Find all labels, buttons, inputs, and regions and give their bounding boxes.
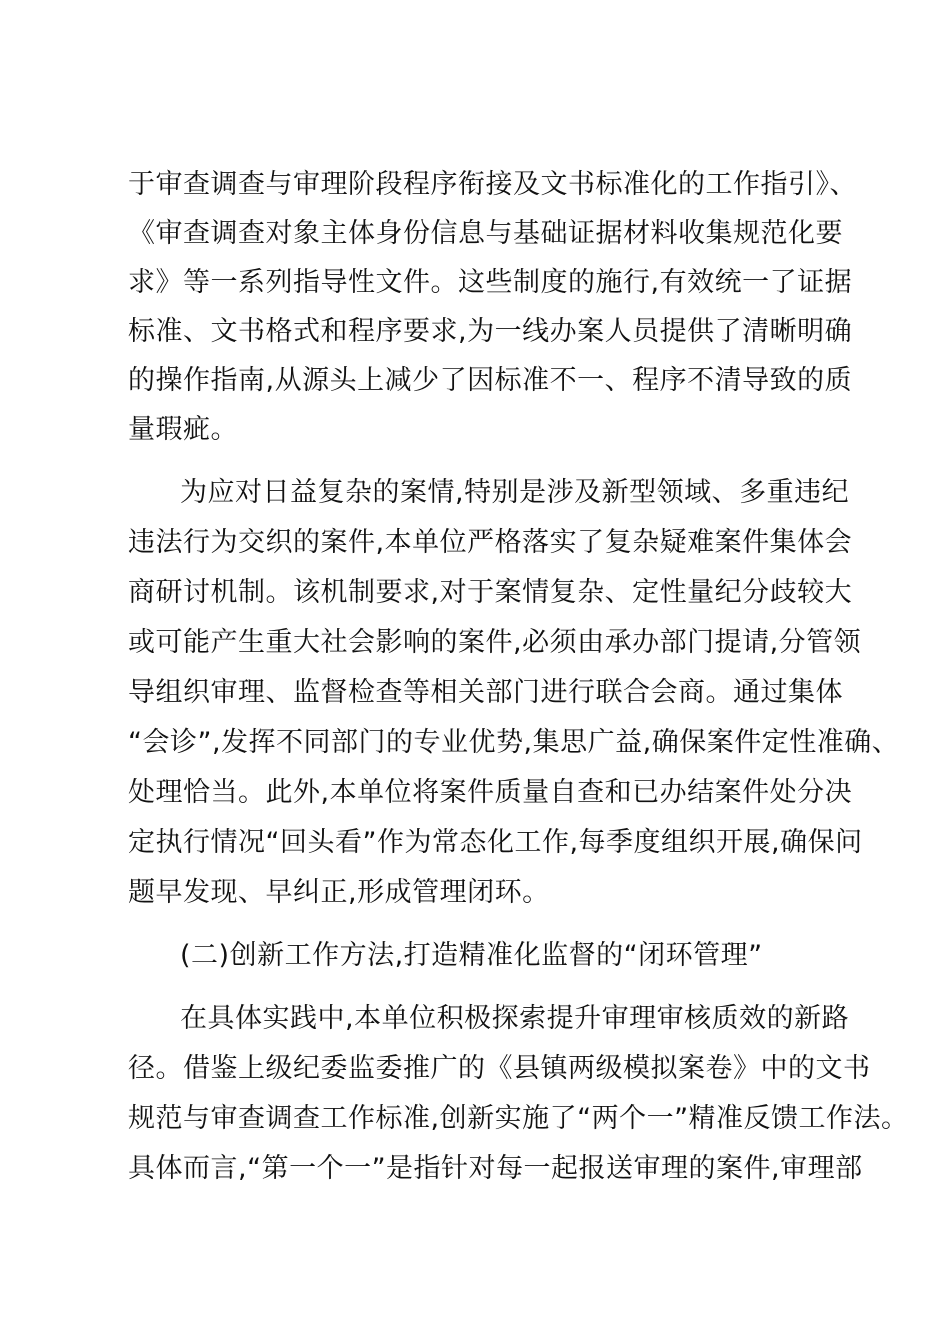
text-line: 或可能产生重大社会影响的案件,必须由承办部门提请,分管领 [128,627,862,658]
text-line: 导组织审理、监督检查等相关部门进行联合会商。通过集体 [128,677,843,708]
text-line: 商研讨机制。该机制要求,对于案情复杂、定性量纪分歧较大 [128,577,853,608]
text-line: 处理恰当。此外,本单位将案件质量自查和已办结案件处分决 [128,777,853,808]
text-line: 求》等一系列指导性文件。这些制度的施行,有效统一了证据 [128,267,853,298]
text-line: 标准、文书格式和程序要求,为一线办案人员提供了清晰明确 [128,316,853,347]
text-line: 《审查调查对象主体身份信息与基础证据材料收集规范化要 [128,218,843,249]
text-line: 违法行为交织的案件,本单位严格落实了复杂疑难案件集体会 [128,527,853,558]
text-line: 题早发现、早纠正,形成管理闭环。 [128,877,550,908]
paragraph-start-line: 在具体实践中,本单位积极探索提升审理审核质效的新路 [180,1003,850,1034]
text-line: 具体而言,“第一个一”是指针对每一起报送审理的案件,审理部 [128,1153,863,1184]
text-line: “会诊”,发挥不同部门的专业优势,集思广益,确保案件定性准确、 [128,727,900,758]
text-line: 的操作指南,从源头上减少了因标准不一、程序不清导致的质 [128,365,853,396]
text-line: 规范与审查调查工作标准,创新实施了“两个一”精准反馈工作法。 [128,1103,909,1134]
text-line: 于审查调查与审理阶段程序衔接及文书标准化的工作指引》、 [128,169,857,200]
section-heading: (二)创新工作方法,打造精准化监督的“闭环管理” [180,940,763,971]
text-line: 径。借鉴上级纪委监委推广的《县镇两级模拟案卷》中的文书 [128,1053,871,1084]
paragraph-start-line: 为应对日益复杂的案情,特别是涉及新型领域、多重违纪 [180,477,850,508]
text-line: 定执行情况“回头看”作为常态化工作,每季度组织开展,确保问 [128,827,863,858]
text-line: 量瑕疵。 [128,414,238,445]
